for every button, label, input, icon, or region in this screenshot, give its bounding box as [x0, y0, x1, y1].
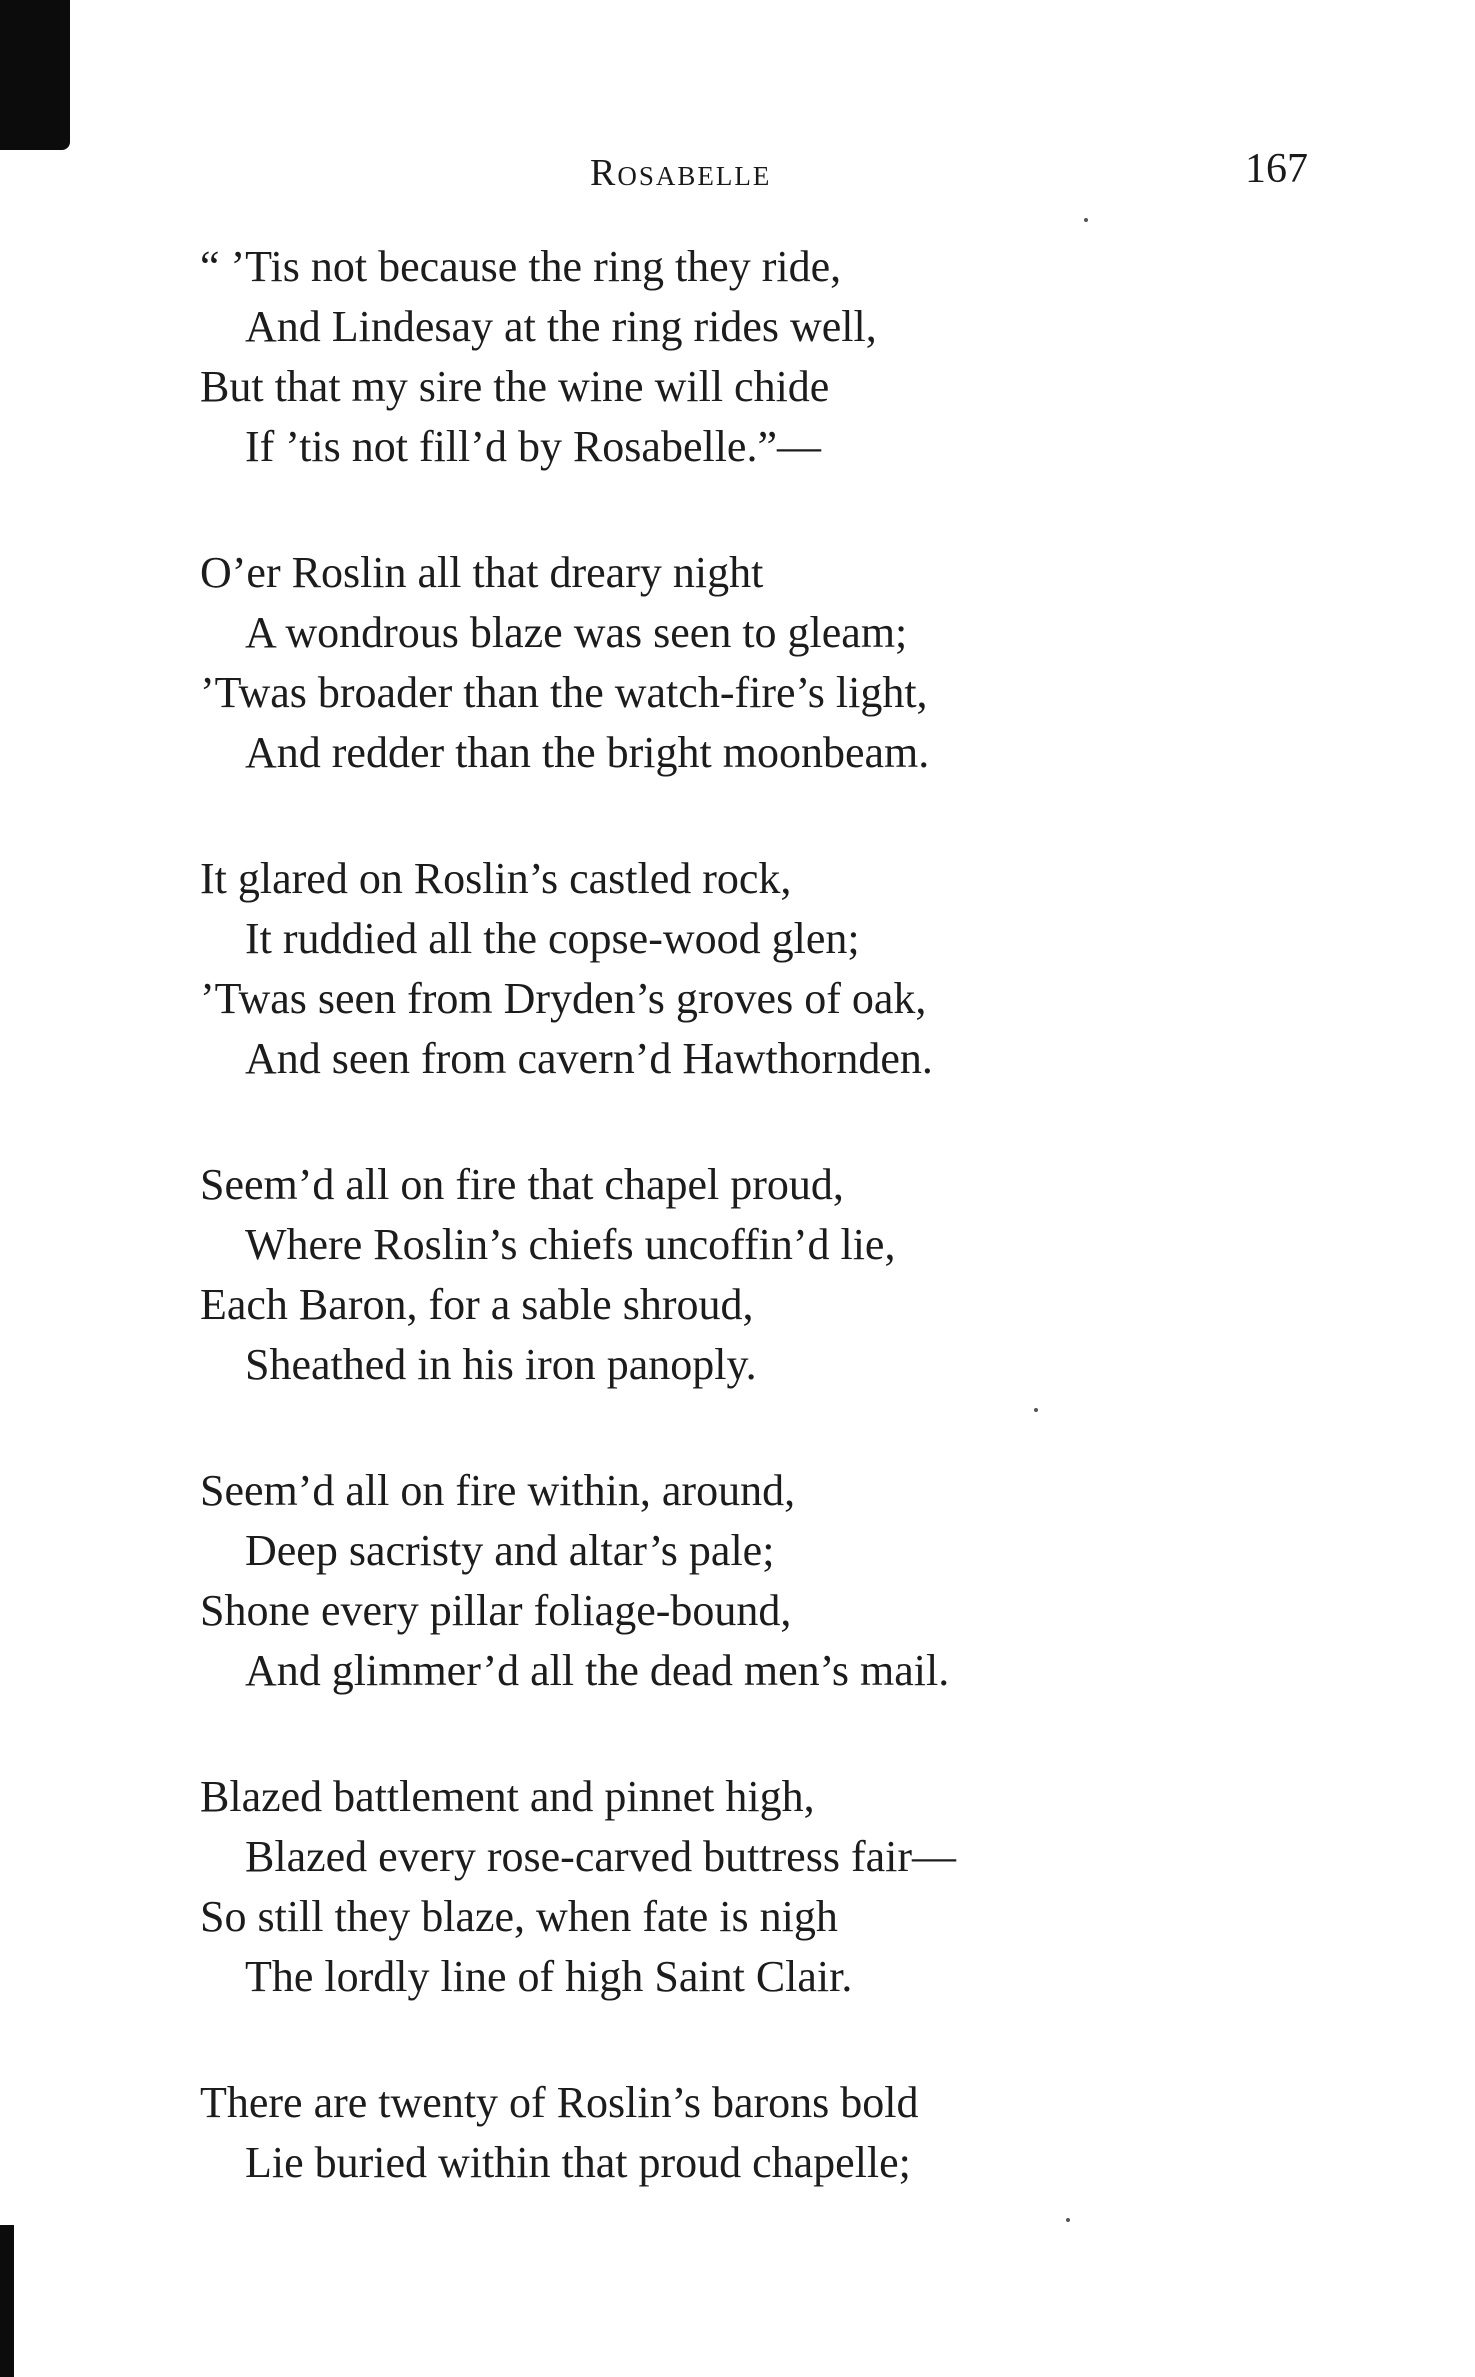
stanza	[200, 1155, 1400, 1395]
verse-line: The lordly line of high Saint Clair.	[245, 1952, 853, 2001]
verse-line: Each Baron, for a sable shroud,	[200, 1280, 754, 1329]
verse-line: Where Roslin’s chiefs uncoffin’d lie,	[245, 1220, 896, 1269]
verse-line: Shone every pillar foliage-bound,	[200, 1586, 792, 1635]
verse-line: And Lindesay at the ring rides well,	[245, 302, 877, 351]
page-number: 167	[1245, 146, 1308, 192]
scan-edge-mark-top	[0, 0, 70, 150]
verse-line: Sheathed in his iron panoply.	[245, 1340, 757, 1389]
verse-line: And glimmer’d all the dead men’s mail.	[245, 1646, 950, 1695]
verse-line: ’Twas seen from Dryden’s groves of oak,	[200, 974, 927, 1023]
verse-line: Lie buried within that proud chapelle;	[245, 2138, 911, 2187]
verse-line: There are twenty of Roslin’s barons bold	[200, 2078, 919, 2127]
verse-line: O’er Roslin all that dreary night	[200, 548, 764, 597]
stanza	[200, 1461, 1400, 1701]
verse-line: Seem’d all on fire within, around,	[200, 1466, 796, 1515]
stanza	[200, 237, 1400, 477]
verse-line: Blazed every rose-carved buttress fair—	[245, 1832, 957, 1881]
verse-line: But that my sire the wine will chide	[200, 362, 830, 411]
print-speck	[1084, 218, 1088, 222]
running-title: Rosabelle	[590, 152, 772, 194]
verse-line: And redder than the bright moonbeam.	[245, 728, 930, 777]
scan-edge-mark-bottom	[0, 2225, 14, 2377]
verse-line: So still they blaze, when fate is nigh	[200, 1892, 838, 1941]
verse-line: It ruddied all the copse-wood glen;	[245, 914, 860, 963]
page-header	[0, 145, 1475, 205]
stanza	[200, 2073, 1400, 2193]
verse-line: “ ’Tis not because the ring they ride,	[200, 242, 842, 291]
verse-line: And seen from cavern’d Hawthornden.	[245, 1034, 933, 1083]
verse-line: Seem’d all on fire that chapel proud,	[200, 1160, 844, 1209]
verse-line: Deep sacristy and altar’s pale;	[245, 1526, 775, 1575]
verse-line: A wondrous blaze was seen to gleam;	[245, 608, 908, 657]
stanza	[200, 543, 1400, 783]
verse-line: If ’tis not fill’d by Rosabelle.”—	[245, 422, 821, 471]
stanza	[200, 849, 1400, 1089]
verse-line: ’Twas broader than the watch-fire’s light,	[200, 668, 928, 717]
stanza	[200, 1767, 1400, 2007]
verse-line: It glared on Roslin’s castled rock,	[200, 854, 792, 903]
poem-body	[200, 237, 1400, 2259]
verse-line: Blazed battlement and pinnet high,	[200, 1772, 815, 1821]
